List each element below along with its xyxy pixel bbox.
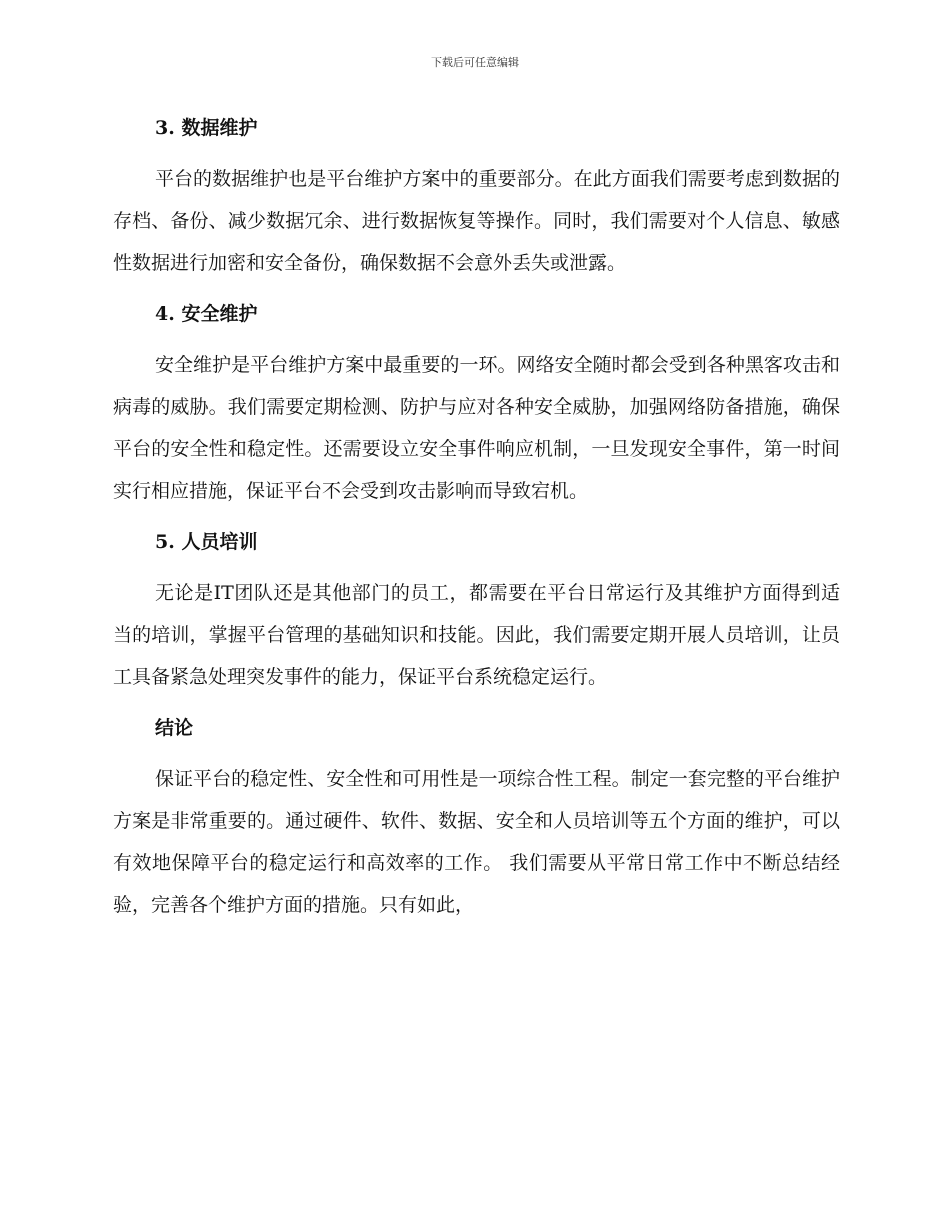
section-heading: 5. 人员培训 [155, 531, 258, 553]
section-conclusion [113, 708, 840, 926]
section-paragraph: 安全维护是平台维护方案中最重要的一环。网络安全随时都会受到各种黑客攻击和病毒的威胁。我们需要定期检测、防护与应对各种安全威胁，加强网络防备措施，确保平台的安全性和稳定性。还需要设立安全事件响应机制，一旦发现安全事件，第一时间实行相应措施，保证平台不会受到攻击影响而导致宕机。 [113, 354, 840, 502]
section-security-maintenance [113, 294, 840, 522]
section-paragraph: 无论是IT团队还是其他部门的员工，都需要在平台日常运行及其维护方面得到适当的培训，掌握平台管理的基础知识和技能。因此，我们需要定期开展人员培训，让员工具备紧急处理突发事件的能力，保证平台系统稳定运行。 [113, 582, 840, 688]
header-note: 下载后可任意编辑 [431, 56, 519, 69]
section-heading: 4. 安全维护 [155, 303, 258, 325]
section-heading: 3. 数据维护 [155, 117, 258, 139]
section-paragraph: 平台的数据维护也是平台维护方案中的重要部分。在此方面我们需要考虑到数据的存档、备份、减少数据冗余、进行数据恢复等操作。同时，我们需要对个人信息、敏感性数据进行加密和安全备份，确保数据不会意外丢失或泄露。 [113, 168, 840, 274]
section-staff-training [113, 522, 840, 708]
section-data-maintenance [113, 108, 840, 294]
document-body [113, 108, 840, 926]
section-heading: 结论 [155, 717, 194, 739]
section-paragraph: 保证平台的稳定性、安全性和可用性是一项综合性工程。制定一套完整的平台维护方案是非常重要的。通过硬件、软件、数据、安全和人员培训等五个方面的维护，可以有效地保障平台的稳定运行和高效率的工作。 我们需要从平常日常工作中不断总结经验，完善各个维护方面的措施。只有如此， [113, 768, 840, 916]
